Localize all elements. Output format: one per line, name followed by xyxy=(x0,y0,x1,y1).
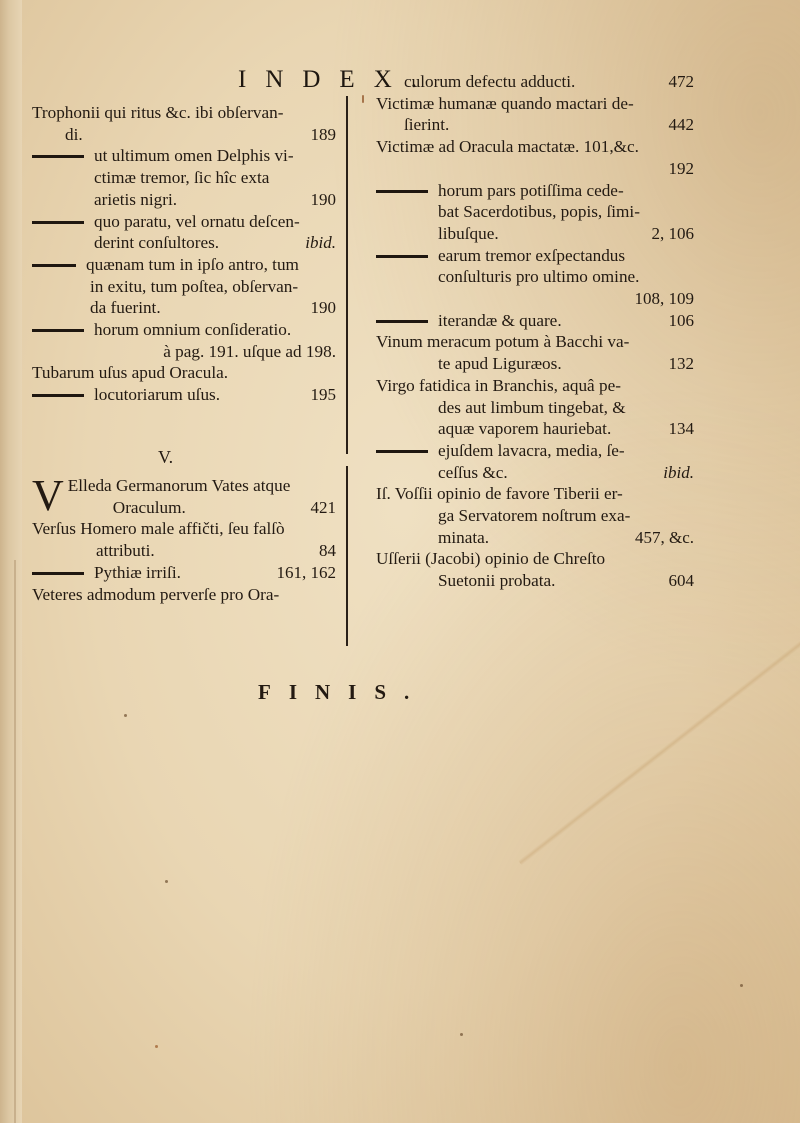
entry-text: horum pars potiſſima cede- xyxy=(438,180,624,200)
entry-continuation: di. xyxy=(65,124,83,144)
page-number: 421 xyxy=(310,497,336,517)
page-number: 190 xyxy=(310,189,336,209)
entry-text: conſulturis pro ultimo omine. xyxy=(438,267,640,287)
paper-speck xyxy=(124,714,127,717)
index-entry xyxy=(376,180,694,245)
entry-text: quænam tum in ipſo antro, tum xyxy=(86,254,299,274)
ditto-dash xyxy=(376,190,428,193)
index-entry xyxy=(376,483,694,548)
index-entry xyxy=(32,254,336,319)
entry-continuation: ceſſus &c. xyxy=(438,462,508,482)
entry-text: locutoriarum uſus. xyxy=(94,385,221,405)
entry-head: Victimæ ad Oracula mactatæ. 101,&c. xyxy=(376,137,639,157)
entry-continuation: culorum defectu adducti. xyxy=(404,72,576,91)
index-entry xyxy=(32,145,336,210)
page-number: 132 xyxy=(668,354,694,374)
entry-continuation: attributi. xyxy=(96,541,155,561)
paper-speck xyxy=(740,984,743,987)
page-number: 457, &c. xyxy=(634,527,694,547)
left-column xyxy=(32,102,336,406)
ditto-dash xyxy=(376,255,428,258)
entry-continuation: ſierint. xyxy=(404,115,450,135)
index-entry xyxy=(32,384,336,406)
page-number: 472 xyxy=(668,72,694,91)
ditto-dash xyxy=(32,329,84,332)
paper-speck xyxy=(165,880,168,883)
finis-colophon: FINIS. xyxy=(258,680,428,704)
page-number: 161, 162 xyxy=(276,562,336,582)
page-number: ibid. xyxy=(663,462,694,482)
paper-speck xyxy=(155,1045,158,1048)
page-number: 442 xyxy=(668,115,694,135)
index-entry xyxy=(376,310,694,332)
ditto-dash xyxy=(32,264,76,267)
column-rule xyxy=(346,96,348,454)
entry-continuation: libuſque. xyxy=(438,223,499,243)
page-gutter xyxy=(0,0,22,1123)
entry-head: Vinum meracum potum à Bacchi va- xyxy=(376,332,630,352)
index-entry xyxy=(376,136,694,179)
paper-speck xyxy=(362,95,364,103)
index-entry xyxy=(32,562,336,584)
entry-head: Tubarum uſus apud Oracula. xyxy=(32,363,229,383)
page-number: 190 xyxy=(310,298,336,318)
column-rule xyxy=(346,466,348,646)
ditto-dash xyxy=(376,450,428,453)
page-number: 108, 109 xyxy=(634,289,694,309)
entry-text: des aut limbum tingebat, & xyxy=(438,397,626,417)
ditto-dash xyxy=(32,394,84,397)
index-entry xyxy=(32,362,336,384)
index-entry xyxy=(32,471,336,520)
index-entry xyxy=(376,440,694,483)
entry-head: Verſus Homero male affičti, ſeu falſò xyxy=(32,519,285,539)
page-number: 134 xyxy=(668,419,694,439)
index-entry xyxy=(32,518,336,561)
entry-text: earum tremor exſpectandus xyxy=(438,245,626,265)
paper-fold-shadow xyxy=(518,602,800,865)
section-letter: V. xyxy=(158,447,174,467)
entry-text: ctimæ tremor, ſic hîc exta xyxy=(94,168,270,188)
ditto-dash xyxy=(32,572,84,575)
entry-head: Virgo fatidica in Branchis, aquâ pe- xyxy=(376,375,621,395)
page-number: 84 xyxy=(319,541,336,561)
entry-text: horum omnium conſideratio. xyxy=(94,320,292,340)
page-number: ibid. xyxy=(305,233,336,253)
entry-continuation: à pag. 191. uſque ad 198. xyxy=(163,341,336,361)
left-column-v-section xyxy=(32,471,336,605)
entry-continuation: Oraculum. xyxy=(112,497,186,517)
index-entry xyxy=(376,245,694,310)
entry-text: ga Servatorem noſtrum exa- xyxy=(438,506,631,526)
entry-head: Victimæ humanæ quando mactari de- xyxy=(376,93,634,113)
page-edge-line xyxy=(14,560,16,1123)
entry-head: Elleda Germanorum Vates atque xyxy=(67,476,291,495)
entry-continuation: derint conſultores. xyxy=(94,233,220,253)
index-entry xyxy=(376,548,694,591)
entry-text: ut ultimum omen Delphis vi- xyxy=(94,146,294,166)
entry-text: ejuſdem lavacra, media, ſe- xyxy=(438,440,625,460)
paper-speck xyxy=(460,1033,463,1036)
index-entry xyxy=(376,71,694,93)
ditto-dash xyxy=(32,155,84,158)
index-entry xyxy=(376,375,694,440)
index-entry xyxy=(32,211,336,254)
index-entry xyxy=(32,102,336,145)
entry-text: in exitu, tum poſtea, obſervan- xyxy=(90,276,299,296)
entry-head: Iſ. Voſſii opinio de favore Tiberii er- xyxy=(376,484,623,504)
entry-continuation: Suetonii probata. xyxy=(438,571,556,591)
entry-text: bat Sacerdotibus, popis, ſimi- xyxy=(438,202,640,222)
page-number: 106 xyxy=(668,310,694,330)
entry-continuation: da fuerint. xyxy=(90,298,161,318)
drop-cap: V xyxy=(32,471,64,520)
page-number: 2, 106 xyxy=(651,223,694,243)
ditto-dash xyxy=(376,320,428,323)
entry-text: quo paratu, vel ornatu deſcen- xyxy=(94,211,300,231)
entry-text: Pythiæ irriſi. xyxy=(94,562,181,582)
page-number: 192 xyxy=(668,158,694,178)
index-entry xyxy=(32,584,336,606)
ditto-dash xyxy=(32,221,84,224)
entry-head: Trophonii qui ritus &c. ibi obſervan- xyxy=(32,103,284,122)
entry-head: Uſſerii (Jacobi) opinio de Chreſto xyxy=(376,549,606,569)
right-column xyxy=(376,71,694,592)
entry-continuation: minata. xyxy=(438,527,490,547)
page-number: 604 xyxy=(668,571,694,591)
page-number: 189 xyxy=(310,124,336,144)
entry-head: Veteres admodum perverſe pro Ora- xyxy=(32,584,280,604)
entry-continuation: aquæ vaporem hauriebat. xyxy=(438,419,612,439)
entry-continuation: arietis nigri. xyxy=(94,189,178,209)
index-entry xyxy=(376,93,694,136)
entry-continuation: te apud Liguræos. xyxy=(438,354,562,374)
page-title: INDEX. xyxy=(238,66,437,93)
index-entry xyxy=(376,331,694,374)
index-entry xyxy=(32,319,336,362)
entry-text: iterandæ & quare. xyxy=(438,310,562,330)
page-number: 195 xyxy=(310,385,336,405)
